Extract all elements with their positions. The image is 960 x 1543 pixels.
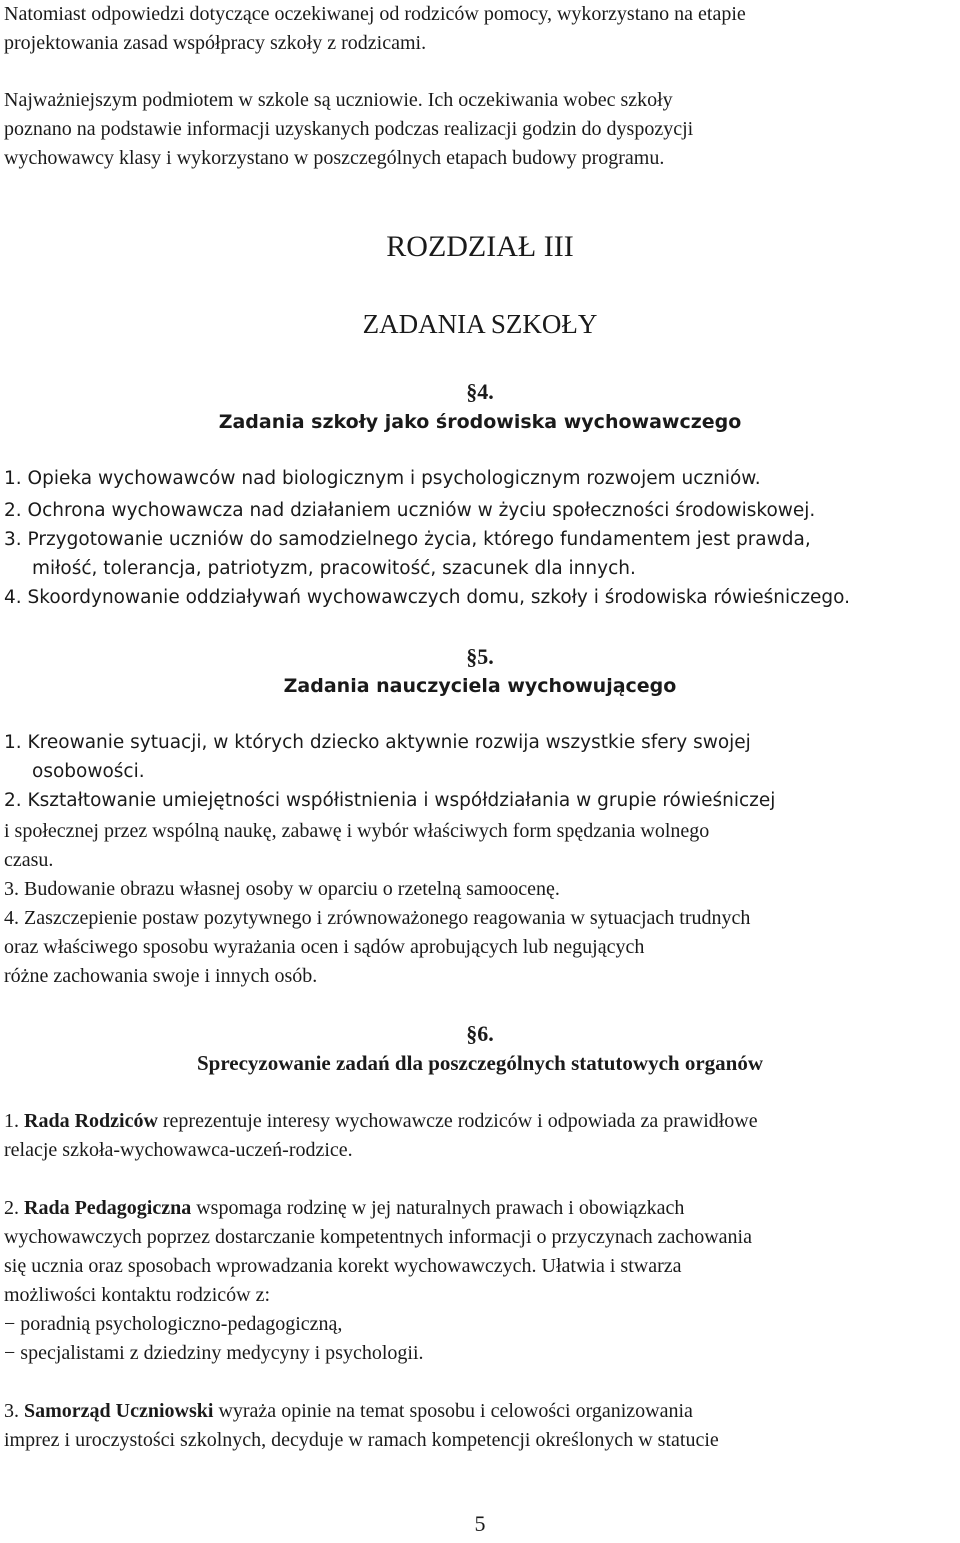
section-number: §4. <box>466 379 494 404</box>
section-title: Zadania nauczyciela wychowującego <box>283 675 677 697</box>
list-item: 1. Opieka wychowawców nad biologicznym i psychologicznym rozwojem uczniów. <box>4 468 761 489</box>
list-item: 3. Przygotowanie uczniów do samodzielnego życia, którego fundamentem jest prawda, <box>4 529 811 550</box>
intro-line: Natomiast odpowiedzi dotyczące oczekiwanej od rodziców pomocy, wykorzystano na etapie <box>4 3 746 25</box>
section-number: §6. <box>466 1021 494 1046</box>
list-item-continuation: oraz właściwego sposobu wyrażania ocen i sądów aprobujących lub negujących <box>4 936 645 958</box>
organ-item-continuation: się ucznia oraz sposobach wprowadzania korekt wychowawczych. Ułatwia i stwarza <box>4 1255 682 1277</box>
organ-item-continuation: wychowawczych poprzez dostarczanie kompetentnych informacji o przyczynach zachowania <box>4 1226 752 1248</box>
section-title: Sprecyzowanie zadań dla poszczególnych statutowych organów <box>196 1051 763 1075</box>
organ-description: wyraża opinie na temat sposobu i celowości organizowania <box>213 1400 693 1422</box>
list-item: 2. Ochrona wychowawcza nad działaniem uczniów w życiu społeczności środowiskowej. <box>4 500 816 521</box>
list-item: 2. Kształtowanie umiejętności współistnienia i współdziałania w grupie rówieśniczej <box>4 790 776 811</box>
intro-line: projektowania zasad współpracy szkoły z rodzicami. <box>4 32 427 54</box>
bullet-item: − specjalistami z dziedziny medycyny i psychologii. <box>4 1342 424 1364</box>
organ-description: wspomaga rodzinę w jej naturalnych prawach i obowiązkach <box>191 1197 685 1219</box>
chapter-subtitle: ZADANIA SZKOŁY <box>362 309 598 339</box>
organ-number: 1. <box>4 1110 19 1132</box>
organ-item <box>4 1401 693 1421</box>
intro-line: poznano na podstawie informacji uzyskanych podczas realizacji godzin do dyspozycji <box>4 118 694 140</box>
organ-item <box>4 1198 684 1218</box>
organ-description: reprezentuje interesy wychowawcze rodziców i odpowiada za prawidłowe <box>157 1110 758 1132</box>
list-item: 4. Zaszczepienie postaw pozytywnego i zrównoważonego reagowania w sytuacjach trudnych <box>4 907 751 929</box>
organ-item-continuation: możliwości kontaktu rodziców z: <box>4 1284 271 1306</box>
intro-line: Najważniejszym podmiotem w szkole są uczniowie. Ich oczekiwania wobec szkoły <box>4 89 673 111</box>
list-item-continuation: osobowości. <box>32 761 145 782</box>
page-number: 5 <box>474 1511 486 1536</box>
organ-name: Samorząd Uczniowski <box>24 1400 214 1422</box>
organ-name: Rada Rodziców <box>24 1110 158 1132</box>
organ-number: 2. <box>4 1197 19 1219</box>
organ-item-continuation: relacje szkoła-wychowawca-uczeń-rodzice. <box>4 1139 353 1161</box>
organ-name: Rada Pedagogiczna <box>24 1197 192 1219</box>
intro-line: wychowawcy klasy i wykorzystano w poszczególnych etapach budowy programu. <box>4 147 665 169</box>
organ-number: 3. <box>4 1400 19 1422</box>
list-item-continuation: miłość, tolerancja, patriotyzm, pracowitość, szacunek dla innych. <box>32 558 636 579</box>
list-item: 4. Skoordynowanie oddziaływań wychowawczych domu, szkoły i środowiska rówieśniczego. <box>4 587 851 608</box>
list-item: 1. Kreowanie sytuacji, w których dziecko aktywnie rozwija wszystkie sfery swojej <box>4 732 751 753</box>
list-item: 3. Budowanie obrazu własnej osoby w oparciu o rzetelną samoocenę. <box>4 878 560 900</box>
list-item-continuation: czasu. <box>4 849 54 871</box>
organ-item <box>4 1111 758 1131</box>
list-item-continuation: różne zachowania swoje i innych osób. <box>4 965 318 987</box>
list-item-continuation: i społecznej przez wspólną naukę, zabawę i wybór właściwych form spędzania wolnego <box>4 820 710 842</box>
organ-item-continuation: imprez i uroczystości szkolnych, decyduje w ramach kompetencji określonych w statucie <box>4 1429 719 1451</box>
chapter-title: ROZDZIAŁ III <box>386 230 574 263</box>
section-title: Zadania szkoły jako środowiska wychowawczego <box>218 411 742 433</box>
bullet-item: − poradnią psychologiczno-pedagogiczną, <box>4 1313 343 1335</box>
section-number: §5. <box>466 644 494 669</box>
